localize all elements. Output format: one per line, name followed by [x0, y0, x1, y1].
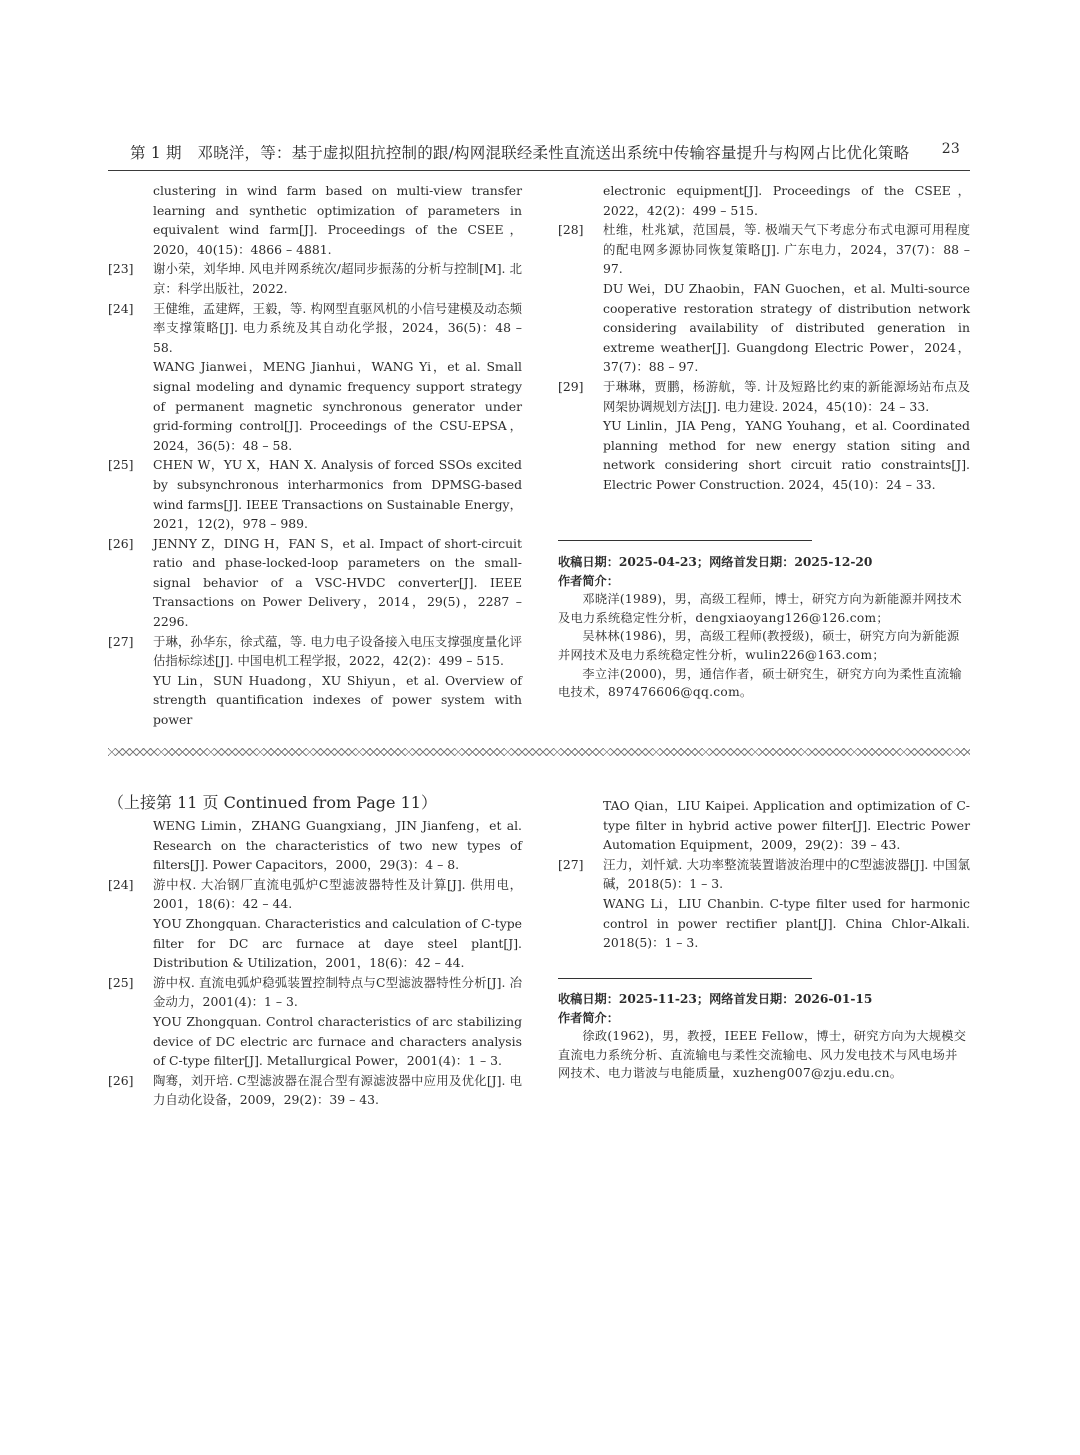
reference-number: [25]	[108, 457, 134, 473]
reference-text-en: CHEN W，YU X，HAN X. Analysis of forced SSOs excited by subsynchronous interharmonics from DPMSG-based wind farms[J]. IEEE Transactions on Sustainable Energy，2021，12(2)，978 – 989.	[153, 457, 522, 532]
reference-number: [27]	[558, 856, 584, 872]
reference-text-en: electronic equipment[J]. Proceedings of the CSEE，2022，42(2)：499 – 515.	[603, 183, 970, 218]
page-number: 23	[941, 141, 960, 157]
reference-text-cn: 汪力，刘忏斌. 大功率整流装置谐波治理中的C型滤波器[J]. 中国氯碱，2018(5)：1 – 3.	[603, 856, 970, 892]
author-bio: 邓晓洋(1989)，男，高级工程师，博士，研究方向为新能源并网技术及电力系统稳定性分析，dengxiaoyang126@126.com；	[558, 592, 962, 625]
reference-entry	[108, 1071, 522, 1110]
reference-entry	[558, 855, 970, 953]
reference-number: [23]	[108, 261, 134, 277]
reference-number: [27]	[108, 633, 134, 649]
reference-entry	[108, 816, 522, 875]
reference-number: [26]	[108, 1072, 134, 1088]
reference-number: [29]	[558, 378, 584, 394]
reference-entry	[558, 377, 970, 495]
continued-from-label: （上接第 11 页 Continued from Page 11）	[108, 793, 437, 812]
author-bio: 徐政(1962)，男，教授，IEEE Fellow，博士，研究方向为大规模交直流电力系统分析、直流输电与柔性交流输电、风力发电技术与风电场并网技术、电力谐波与电能质量，xuzheng007@zju.edu.cn。	[558, 1029, 967, 1081]
reference-column-bottom-left	[108, 816, 522, 1110]
reference-number: [26]	[108, 535, 134, 551]
section-divider	[108, 748, 970, 756]
reference-text-en: WANG Jianwei，MENG Jianhui，WANG Yi，et al. Small signal modeling and dynamic frequency support strategy of permanent magnetic synchronous generator under grid-forming control[J]. Proceedings of the CSU-EPSA，2024，36(5)：48 – 58.	[153, 359, 522, 453]
reference-entry	[108, 973, 522, 1071]
received-rule-bottom	[558, 978, 812, 979]
reference-text-en: YOU Zhongquan. Control characteristics of arc stabilizing device of DC electric arc furnace and characters analysis of C-type filter[J]. Metallurgical Power，2001(4)：1 – 3.	[153, 1013, 522, 1069]
reference-text-en: WENG Limin，ZHANG Guangxiang，JIN Jianfeng，et al. Research on the characteristics of two new types of filters[J]. Power Capacitors，2000，29(3)：4 – 8.	[153, 818, 522, 873]
reference-text-en: YU Lin，SUN Huadong，XU Shiyun，et al. Overview of strength quantification indexes of power system with power	[153, 672, 522, 728]
reference-text-en: DU Wei，DU Zhaobin，FAN Guochen，et al. Multi-source cooperative restoration strategy of distribution network considering availability of distributed generation in extreme weather[J]. Guangdong Electric Power，2024，37(7)：88 – 97.	[603, 280, 970, 375]
reference-text-cn: 杜维，杜兆斌，范国晨，等. 极端天气下考虑分布式电源可用程度的配电网多源协同恢复策略[J]. 广东电力，2024，37(7)：88 – 97.	[603, 222, 970, 277]
reference-column-top-left	[108, 181, 522, 730]
header-title: 第 1 期 邓晓洋，等：基于虚拟阻抗控制的跟/构网混联经柔性直流送出系统中传输容量提升与构网占比优化策略	[130, 144, 910, 162]
reference-column-bottom-right	[558, 796, 970, 953]
received-date: 收稿日期：2025-04-23；网络首发日期：2025-12-20	[558, 555, 873, 569]
reference-text-en: JENNY Z，DING H，FAN S，et al. Impact of short-circuit ratio and phase-locked-loop parameters on the small-signal behavior of a VSC-HVDC converter[J]. IEEE Transactions on Power Delivery，2014，29(5)，2287 – 2296.	[153, 535, 522, 630]
reference-column-top-right	[558, 181, 970, 495]
running-header	[130, 141, 960, 163]
reference-entry	[108, 632, 522, 730]
reference-number: [24]	[108, 876, 134, 892]
reference-entry	[558, 796, 970, 855]
reference-text-cn: 游中权. 直流电弧炉稳弧装置控制特点与C型滤波器特性分析[J]. 冶金动力，2001(4)：1 – 3.	[153, 974, 522, 1010]
reference-entry	[108, 534, 522, 632]
reference-text-en: WANG Li，LIU Chanbin. C-type filter used for harmonic control in power rectifier plant[J]. China Chlor-Alkali. 2018(5)：1 – 3.	[603, 895, 970, 951]
reference-number: [24]	[108, 300, 134, 316]
reference-text-cn: 于琳琳，贾鹏，杨游航，等. 计及短路比约束的新能源场站布点及网架协调规划方法[J]. 电力建设. 2024，45(10)：24 – 33.	[603, 378, 970, 414]
reference-text-en: YU Linlin，JIA Peng，YANG Youhang，et al. Coordinated planning method for new energy station siting and network considering short circuit ratio constraints[J]. Electric Power Construction. 2024，45(10)：24 – 33.	[603, 418, 970, 492]
reference-text-cn: 陶骞，刘开培. C型滤波器在混合型有源滤波器中应用及优化[J]. 电力自动化设备，2009，29(2)：39 – 43.	[153, 1072, 522, 1108]
author-heading: 作者简介：	[558, 1010, 619, 1025]
author-bio: 吴林林(1986)，男，高级工程师(教授级)，硕士，研究方向为新能源并网技术及电力系统稳定性分析，wulin226@163.com；	[558, 629, 960, 662]
article-info-bottom	[558, 990, 970, 1083]
article-info-top	[558, 553, 970, 702]
reference-entry	[108, 259, 522, 298]
reference-entry	[558, 220, 970, 377]
reference-text-cn: 于琳，孙华东，徐式蕴，等. 电力电子设备接入电压支撑强度量化评估指标综述[J]. 中国电机工程学报，2022，42(2)：499 – 515.	[153, 633, 522, 669]
header-rule	[108, 170, 970, 171]
reference-number: [28]	[558, 222, 584, 238]
reference-entry	[108, 181, 522, 259]
reference-text-en: TAO Qian，LIU Kaipei. Application and optimization of C-type filter in hybrid active power filter[J]. Electric Power Automation Equipment，2009，29(2)：39 – 43.	[603, 798, 970, 853]
received-rule-top	[558, 540, 812, 541]
reference-entry	[108, 875, 522, 973]
reference-text-cn: 王健维，孟建辉，王毅，等. 构网型直驱风机的小信号建模及动态频率支撑策略[J]. 电力系统及其自动化学报，2024，36(5)：48 – 58.	[153, 300, 522, 355]
reference-text-cn: 谢小荣，刘华坤. 风电并网系统次/超同步振荡的分析与控制[M]. 北京：科学出版社，2022.	[153, 261, 522, 296]
received-date: 收稿日期：2025-11-23；网络首发日期：2026-01-15	[558, 992, 873, 1006]
reference-entry	[108, 455, 522, 533]
author-heading: 作者简介：	[558, 573, 619, 588]
reference-entry	[558, 181, 970, 220]
reference-entry	[108, 299, 522, 456]
reference-number: [25]	[108, 974, 134, 990]
reference-text-cn: 游中权. 大冶钢厂直流电弧炉C型滤波器特性及计算[J]. 供用电，2001，18(6)：42 – 44.	[153, 876, 522, 912]
reference-text-en: clustering in wind farm based on multi-view transfer learning and synthetic optimization of parameters in equivalent wind farm[J]. Proceedings of the CSEE，2020，40(15)：4866 – 4881.	[153, 183, 522, 257]
reference-text-en: YOU Zhongquan. Characteristics and calculation of C-type filter for DC arc furnace at daye steel plant[J]. Distribution & Utilization，2001，18(6)：42 – 44.	[153, 915, 522, 971]
author-bio: 李立沣(2000)，男，通信作者，硕士研究生，研究方向为柔性直流输电技术，897476606@qq.com。	[558, 666, 962, 700]
